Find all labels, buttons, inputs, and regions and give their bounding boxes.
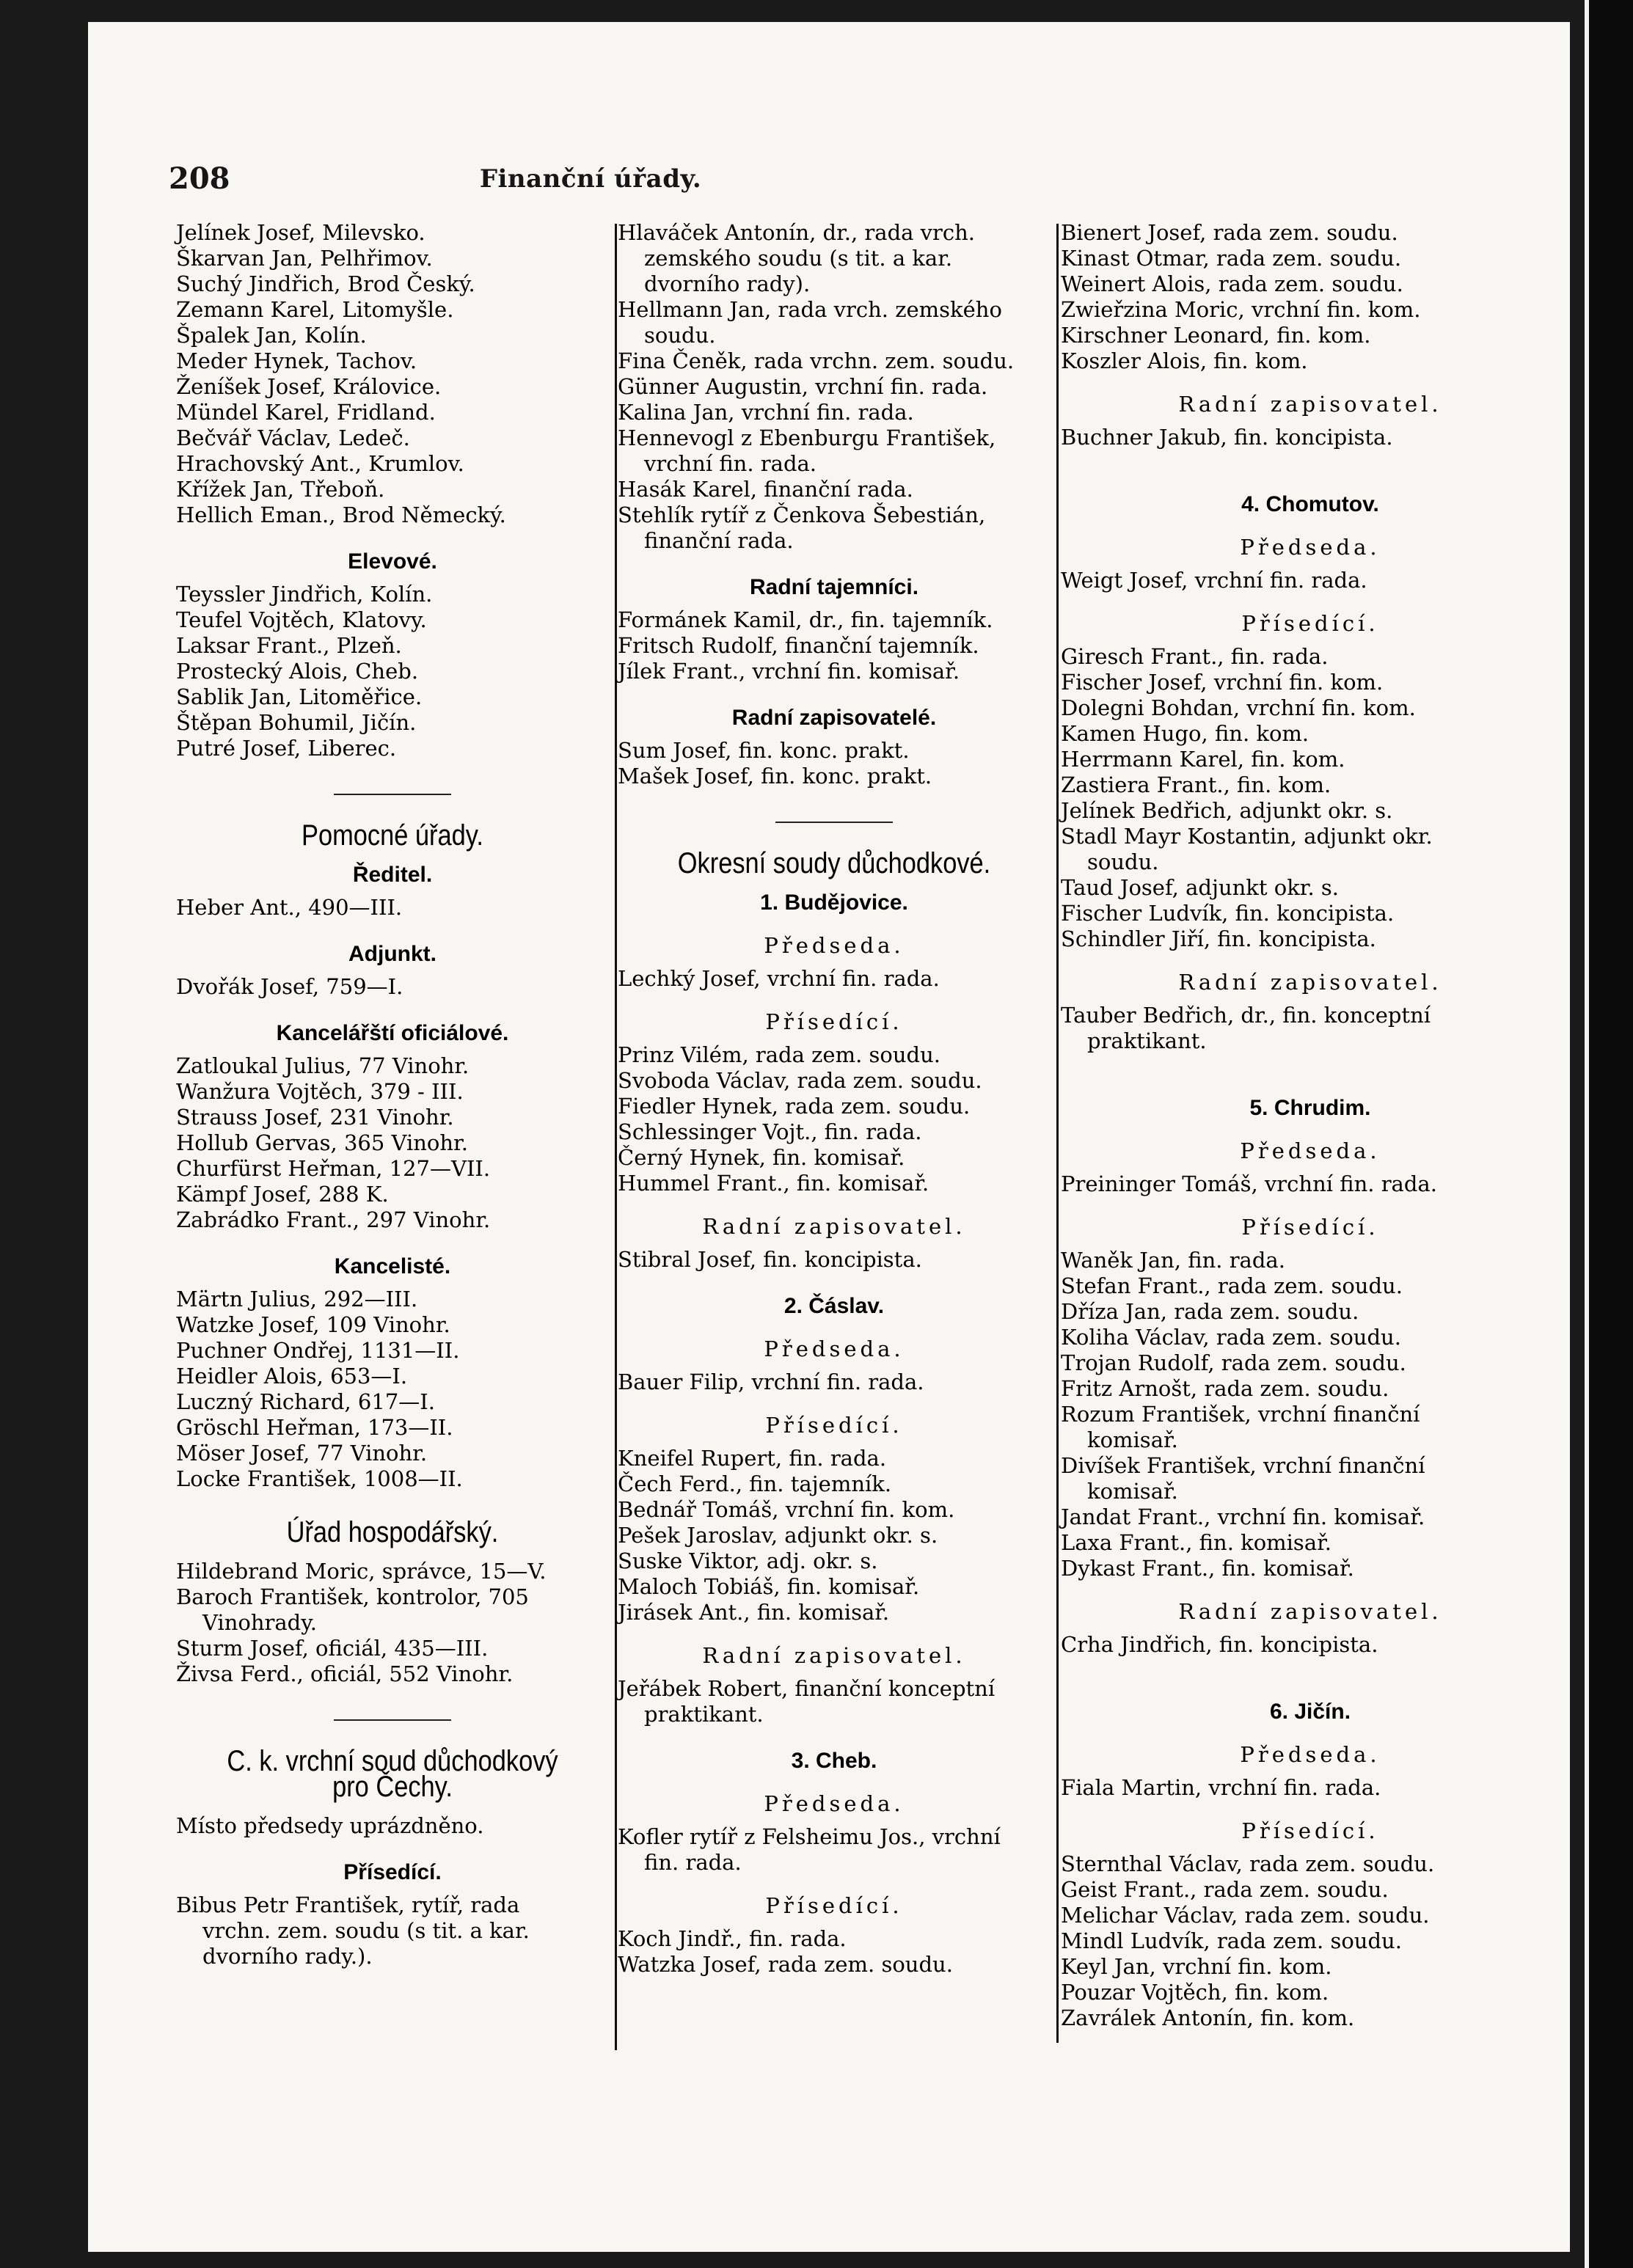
list-urad-hospodarsky (176, 1559, 609, 1687)
list-adjunkt (176, 974, 609, 1000)
list-item: Puchner Ondřej, 1131—II. (176, 1338, 460, 1363)
list-continued (176, 220, 609, 528)
label-predseda: Předseda. (764, 933, 905, 958)
list-item: Suchý Jindřich, Brod Český. (176, 271, 475, 296)
label-predseda: Předseda. (1240, 1742, 1381, 1767)
list-kancelarsti-oficialove (176, 1053, 609, 1233)
list-elevove (176, 582, 609, 761)
list-prisedici (1061, 644, 1560, 952)
list-item: Keyl Jan, vrchní fin. kom. (1061, 1954, 1332, 1979)
label-radni-zapisovatel: Radní zapisovatel. (702, 1214, 966, 1239)
list-item: Weinert Alois, rada zem. soudu. (1061, 271, 1403, 296)
section-heading-urad-hospodarsky: Úřad hospodářský. (286, 1516, 499, 1548)
list-item: Weigt Josef, vrchní fin. rada. (1061, 568, 1367, 593)
list-item: Locke František, 1008—II. (176, 1466, 463, 1491)
column-divider-2 (1056, 224, 1059, 2043)
list-item: Sum Josef, fin. konc. prakt. (618, 738, 910, 763)
list-zapisovatel (1061, 1003, 1560, 1054)
list-item: Luczný Richard, 617—I. (176, 1389, 435, 1414)
page-number: 208 (169, 161, 230, 196)
list-item: Fritsch Rudolf, finanční tajemník. (618, 633, 979, 658)
list-item: Trojan Rudolf, rada zem. soudu. (1061, 1350, 1406, 1375)
list-continued (618, 220, 1051, 554)
running-title: Finanční úřady. (479, 164, 702, 194)
list-item: Pouzar Vojtěch, fin. kom. (1061, 1980, 1329, 2005)
list-item: Sternthal Václav, rada zem. soudu. (1061, 1851, 1435, 1876)
section-heading-okresni-soudy: Okresní soudy důchodkové. (677, 847, 991, 879)
list-item: Dolegni Bohdan, vrchní fin. kom. (1061, 695, 1416, 720)
list-item: Tauber Bedřich, dr., fin. konceptní (1061, 1003, 1431, 1028)
list-prisedici (618, 1042, 1051, 1196)
list-item: Fischer Ludvík, fin. koncipista. (1061, 901, 1395, 926)
list-item: Hennevogl z Ebenburgu František, (618, 425, 996, 450)
subheading-chomutov: 4. Chomutov. (1241, 492, 1379, 516)
list-item: Hellmann Jan, rada vrch. zemského (618, 297, 1002, 322)
list-item: Sablik Jan, Litoměřice. (176, 684, 423, 709)
section-divider (334, 1719, 451, 1721)
subheading-radni-zapisovatele: Radní zapisovatelé. (731, 706, 937, 730)
list-item: Taud Josef, adjunkt okr. s. (1061, 875, 1339, 900)
list-item: Ženíšek Josef, Královice. (176, 374, 442, 399)
list-item: Zwieřzina Moric, vrchní fin. kom. (1061, 297, 1421, 322)
list-item: Kneifel Rupert, fin. rada. (618, 1446, 887, 1471)
list-item: Geist Frant., rada zem. soudu. (1061, 1877, 1389, 1902)
subheading-reditel: Ředitel. (352, 863, 433, 887)
label-prisedici: Přísedící. (1241, 611, 1379, 636)
list-item: dvorního rady). (644, 271, 811, 296)
list-zapisovatel (618, 1676, 1051, 1727)
list-prisedici (618, 1446, 1051, 1625)
list-item: Meder Hynek, Tachov. (176, 348, 417, 373)
list-item: Koszler Alois, fin. kom. (1061, 348, 1308, 373)
list-item: Sturm Josef, oficiál, 435—III. (176, 1636, 489, 1661)
list-item: Heidler Alois, 653—I. (176, 1364, 408, 1389)
list-item: Škarvan Jan, Pelhřimov. (176, 246, 433, 271)
list-item: Křížek Jan, Třeboň. (176, 477, 385, 502)
list-item: Schindler Jiří, fin. koncipista. (1061, 926, 1376, 951)
section-heading-elevove: Elevové. (348, 549, 437, 574)
misto-predsedy-text: Místo předsedy uprázdněno. (176, 1813, 484, 1838)
list-item: Günner Augustin, vrchní fin. rada. (618, 374, 988, 399)
list-item: Rozum František, vrchní finanční (1061, 1402, 1420, 1427)
list-prisedici (176, 1892, 609, 1969)
subheading-budejovice: 1. Budějovice. (760, 890, 908, 915)
label-predseda: Předseda. (764, 1336, 905, 1361)
label-predseda: Předseda. (1240, 535, 1381, 560)
column-2 (618, 220, 1051, 1978)
list-item: Jirásek Ant., fin. komisař. (618, 1600, 890, 1625)
list-item: Fiedler Hynek, rada zem. soudu. (618, 1094, 971, 1119)
label-radni-zapisovatel: Radní zapisovatel. (1178, 392, 1442, 417)
list-item: Bienert Josef, rada zem. soudu. (1061, 220, 1398, 245)
list-prisedici (618, 1926, 1051, 1978)
list-item: Preininger Tomáš, vrchní fin. rada. (1061, 1171, 1437, 1196)
list-item: Čech Ferd., fin. tajemník. (618, 1471, 892, 1496)
list-item: Hlaváček Antonín, dr., rada vrch. (618, 220, 976, 245)
list-item: Hummel Frant., fin. komisař. (618, 1171, 929, 1196)
list-item: Märtn Julius, 292—III. (176, 1287, 418, 1312)
list-item: Živsa Ferd., oficiál, 552 Vinohr. (176, 1661, 514, 1686)
list-item: soudu. (644, 323, 716, 348)
list-item: Formánek Kamil, dr., fin. tajemník. (618, 607, 993, 632)
list-item: Strauss Josef, 231 Vinohr. (176, 1105, 454, 1130)
list-item: Giresch Frant., fin. rada. (1061, 644, 1329, 669)
label-predseda: Předseda. (1240, 1138, 1381, 1163)
list-item: soudu. (1087, 849, 1159, 874)
subheading-chrudim: 5. Chrudim. (1249, 1096, 1371, 1120)
label-predseda: Předseda. (764, 1791, 905, 1816)
list-item: Hasák Karel, finanční rada. (618, 477, 913, 502)
section-divider (775, 822, 893, 823)
list-prisedici (1061, 1851, 1560, 2031)
list-radni-tajemnici (618, 607, 1051, 684)
list-item: zemského soudu (s tit. a kar. (644, 246, 953, 271)
list-item: Jeřábek Robert, finanční konceptní (618, 1676, 995, 1701)
list-item: Heber Ant., 490—III. (176, 895, 403, 920)
list-item: Stibral Josef, fin. koncipista. (618, 1247, 922, 1272)
list-prisedici (1061, 1248, 1560, 1581)
list-item: Mündel Karel, Fridland. (176, 400, 436, 425)
list-item: Kämpf Josef, 288 K. (176, 1182, 389, 1207)
list-item: Lechký Josef, vrchní fin. rada. (618, 966, 940, 991)
list-item: Mašek Josef, fin. konc. prakt. (618, 764, 932, 789)
column-1 (176, 220, 609, 1969)
list-item: Putré Josef, Liberec. (176, 736, 397, 761)
list-item: Kirschner Leonard, fin. kom. (1061, 323, 1371, 348)
list-item: Kinast Otmar, rada zem. soudu. (1061, 246, 1402, 271)
list-item: Hildebrand Moric, správce, 15—V. (176, 1559, 547, 1584)
list-item: Prostecký Alois, Cheb. (176, 659, 419, 684)
label-prisedici: Přísedící. (1241, 1818, 1379, 1843)
list-item: Dykast Frant., fin. komisař. (1061, 1556, 1354, 1581)
list-item: Bibus Petr František, rytíř, rada (176, 1892, 520, 1917)
label-prisedici: Přísedící. (765, 1413, 903, 1438)
list-item: praktikant. (644, 1702, 764, 1727)
list-item: Zabrádko Frant., 297 Vinohr. (176, 1207, 491, 1232)
list-item: Jelínek Josef, Milevsko. (176, 220, 425, 245)
list-item: Bauer Filip, vrchní fin. rada. (618, 1369, 924, 1394)
list-item: Herrmann Karel, fin. kom. (1061, 747, 1345, 772)
list-item: Möser Josef, 77 Vinohr. (176, 1441, 428, 1466)
list-item: Prinz Vilém, rada zem. soudu. (618, 1042, 940, 1067)
list-kancelariste (176, 1287, 609, 1492)
list-item: Churfürst Heřman, 127—VII. (176, 1156, 491, 1181)
list-item: Pešek Jaroslav, adjunkt okr. s. (618, 1523, 938, 1548)
subheading-prisedici: Přísedící. (343, 1860, 442, 1884)
list-item: fin. rada. (644, 1850, 742, 1875)
label-radni-zapisovatel: Radní zapisovatel. (702, 1643, 966, 1668)
list-item: Melichar Václav, rada zem. soudu. (1061, 1903, 1430, 1928)
list-item: Watzke Josef, 109 Vinohr. (176, 1312, 450, 1337)
subheading-jicin: 6. Jičín. (1269, 1700, 1351, 1724)
list-item: Vinohrady. (202, 1610, 317, 1635)
subheading-radni-tajemnici: Radní tajemníci. (749, 575, 919, 599)
column-3 (1061, 220, 1560, 2031)
list-item: Stefan Frant., rada zem. soudu. (1061, 1273, 1403, 1298)
list-item: Koch Jindř., fin. rada. (618, 1926, 847, 1951)
list-item: Zastiera Frant., fin. kom. (1061, 772, 1331, 797)
list-item: Jílek Frant., vrchní fin. komisař. (618, 659, 960, 684)
list-item: Kamen Hugo, fin. kom. (1061, 721, 1309, 746)
list-item: Fischer Josef, vrchní fin. kom. (1061, 670, 1384, 695)
label-radni-zapisovatel: Radní zapisovatel. (1178, 970, 1442, 995)
list-item: Wanžura Vojtěch, 379 - III. (176, 1079, 464, 1104)
label-prisedici: Přísedící. (765, 1893, 903, 1918)
list-item: Fiala Martin, vrchní fin. rada. (1061, 1775, 1381, 1800)
list-item: finanční rada. (644, 528, 794, 553)
section-heading-vrchni-soud-line2: pro Čechy. (332, 1771, 453, 1803)
list-item: komisař. (1087, 1479, 1178, 1504)
label-prisedici: Přísedící. (765, 1009, 903, 1034)
list-item: Hollub Gervas, 365 Vinohr. (176, 1130, 468, 1155)
page-header (169, 161, 1012, 205)
list-item: Teyssler Jindřich, Kolín. (176, 582, 433, 607)
list-item: Mindl Ludvík, rada zem. soudu. (1061, 1928, 1402, 1953)
list-item: komisař. (1087, 1427, 1178, 1452)
section-divider (334, 794, 451, 795)
list-item: Kofler rytíř z Felsheimu Jos., vrchní (618, 1824, 1001, 1849)
list-item: Jelínek Bedřich, adjunkt okr. s. (1061, 798, 1393, 823)
list-item: Gröschl Heřman, 173—II. (176, 1415, 453, 1440)
label-radni-zapisovatel: Radní zapisovatel. (1178, 1599, 1442, 1624)
list-item: Zavrálek Antonín, fin. kom. (1061, 2005, 1355, 2030)
list-item: Laxa Frant., fin. komisař. (1061, 1530, 1331, 1555)
list-item: Teufel Vojtěch, Klatovy. (176, 607, 427, 632)
list-item: Dvořák Josef, 759—I. (176, 974, 403, 999)
list-item: Zatloukal Julius, 77 Vinohr. (176, 1053, 470, 1078)
list-item: Stadl Mayr Kostantin, adjunkt okr. (1061, 824, 1433, 849)
list-item: Zemann Karel, Litomyšle. (176, 297, 454, 322)
list-item: Hrachovský Ant., Krumlov. (176, 451, 464, 476)
subheading-caslav: 2. Čáslav. (783, 1294, 885, 1318)
list-item: Suske Viktor, adj. okr. s. (618, 1548, 878, 1573)
list-item: Watzka Josef, rada zem. soudu. (618, 1952, 953, 1977)
list-item: Černý Hynek, fin. komisař. (618, 1145, 905, 1170)
list-radni-zapisovatele (618, 738, 1051, 789)
list-item: Fritz Arnošt, rada zem. soudu. (1061, 1376, 1389, 1401)
list-item: praktikant. (1087, 1028, 1207, 1053)
list-item: Buchner Jakub, fin. koncipista. (1061, 425, 1393, 450)
section-heading-pomocne-urady: Pomocné úřady. (302, 819, 483, 852)
list-continued (1061, 220, 1560, 374)
list-item: Koliha Václav, rada zem. soudu. (1061, 1325, 1401, 1350)
list-item: Baroch František, kontrolor, 705 (176, 1584, 529, 1609)
list-item: dvorního rady.). (202, 1944, 373, 1969)
list-item: Bednář Tomáš, vrchní fin. kom. (618, 1497, 955, 1522)
subheading-adjunkt: Adjunkt. (348, 942, 436, 966)
list-item: Fina Čeněk, rada vrchn. zem. soudu. (618, 348, 1015, 373)
list-item: Laksar Frant., Plzeň. (176, 633, 402, 658)
list-item: Štěpan Bohumil, Jičín. (176, 710, 417, 735)
list-item: Kalina Jan, vrchní fin. rada. (618, 400, 914, 425)
list-item: vrchn. zem. soudu (s tit. a kar. (202, 1918, 530, 1943)
list-predseda (618, 1824, 1051, 1876)
subheading-kancelarsti-oficialove: Kancelářští oficiálové. (276, 1021, 509, 1045)
list-item: vrchní fin. rada. (644, 451, 817, 476)
section-heading-vrchni-soud-line1: C. k. vrchní soud důchodkový (227, 1745, 558, 1777)
list-item: Hellich Eman., Brod Německý. (176, 502, 506, 527)
list-item: Maloch Tobiáš, fin. komisař. (618, 1574, 920, 1599)
subheading-kanceliste: Kancelisté. (334, 1254, 451, 1279)
list-item: Waněk Jan, fin. rada. (1061, 1248, 1285, 1273)
list-item: Dříza Jan, rada zem. soudu. (1061, 1299, 1359, 1324)
list-reditel (176, 895, 609, 921)
list-item: Špalek Jan, Kolín. (176, 323, 367, 348)
column-divider-1 (615, 224, 617, 2050)
list-item: Svoboda Václav, rada zem. soudu. (618, 1068, 982, 1093)
list-item: Crha Jindřich, fin. koncipista. (1061, 1632, 1378, 1657)
label-prisedici: Přísedící. (1241, 1215, 1379, 1240)
subheading-cheb: 3. Cheb. (791, 1749, 877, 1773)
list-item: Jandat Frant., vrchní fin. komisař. (1061, 1504, 1425, 1529)
list-item: Stehlík rytíř z Čenkova Šebestián, (618, 502, 986, 527)
list-item: Bečvář Václav, Ledeč. (176, 425, 410, 450)
scan-border (1585, 0, 1633, 2268)
list-item: Schlessinger Vojt., fin. rada. (618, 1119, 922, 1144)
list-item: Divíšek František, vrchní finanční (1061, 1453, 1425, 1478)
